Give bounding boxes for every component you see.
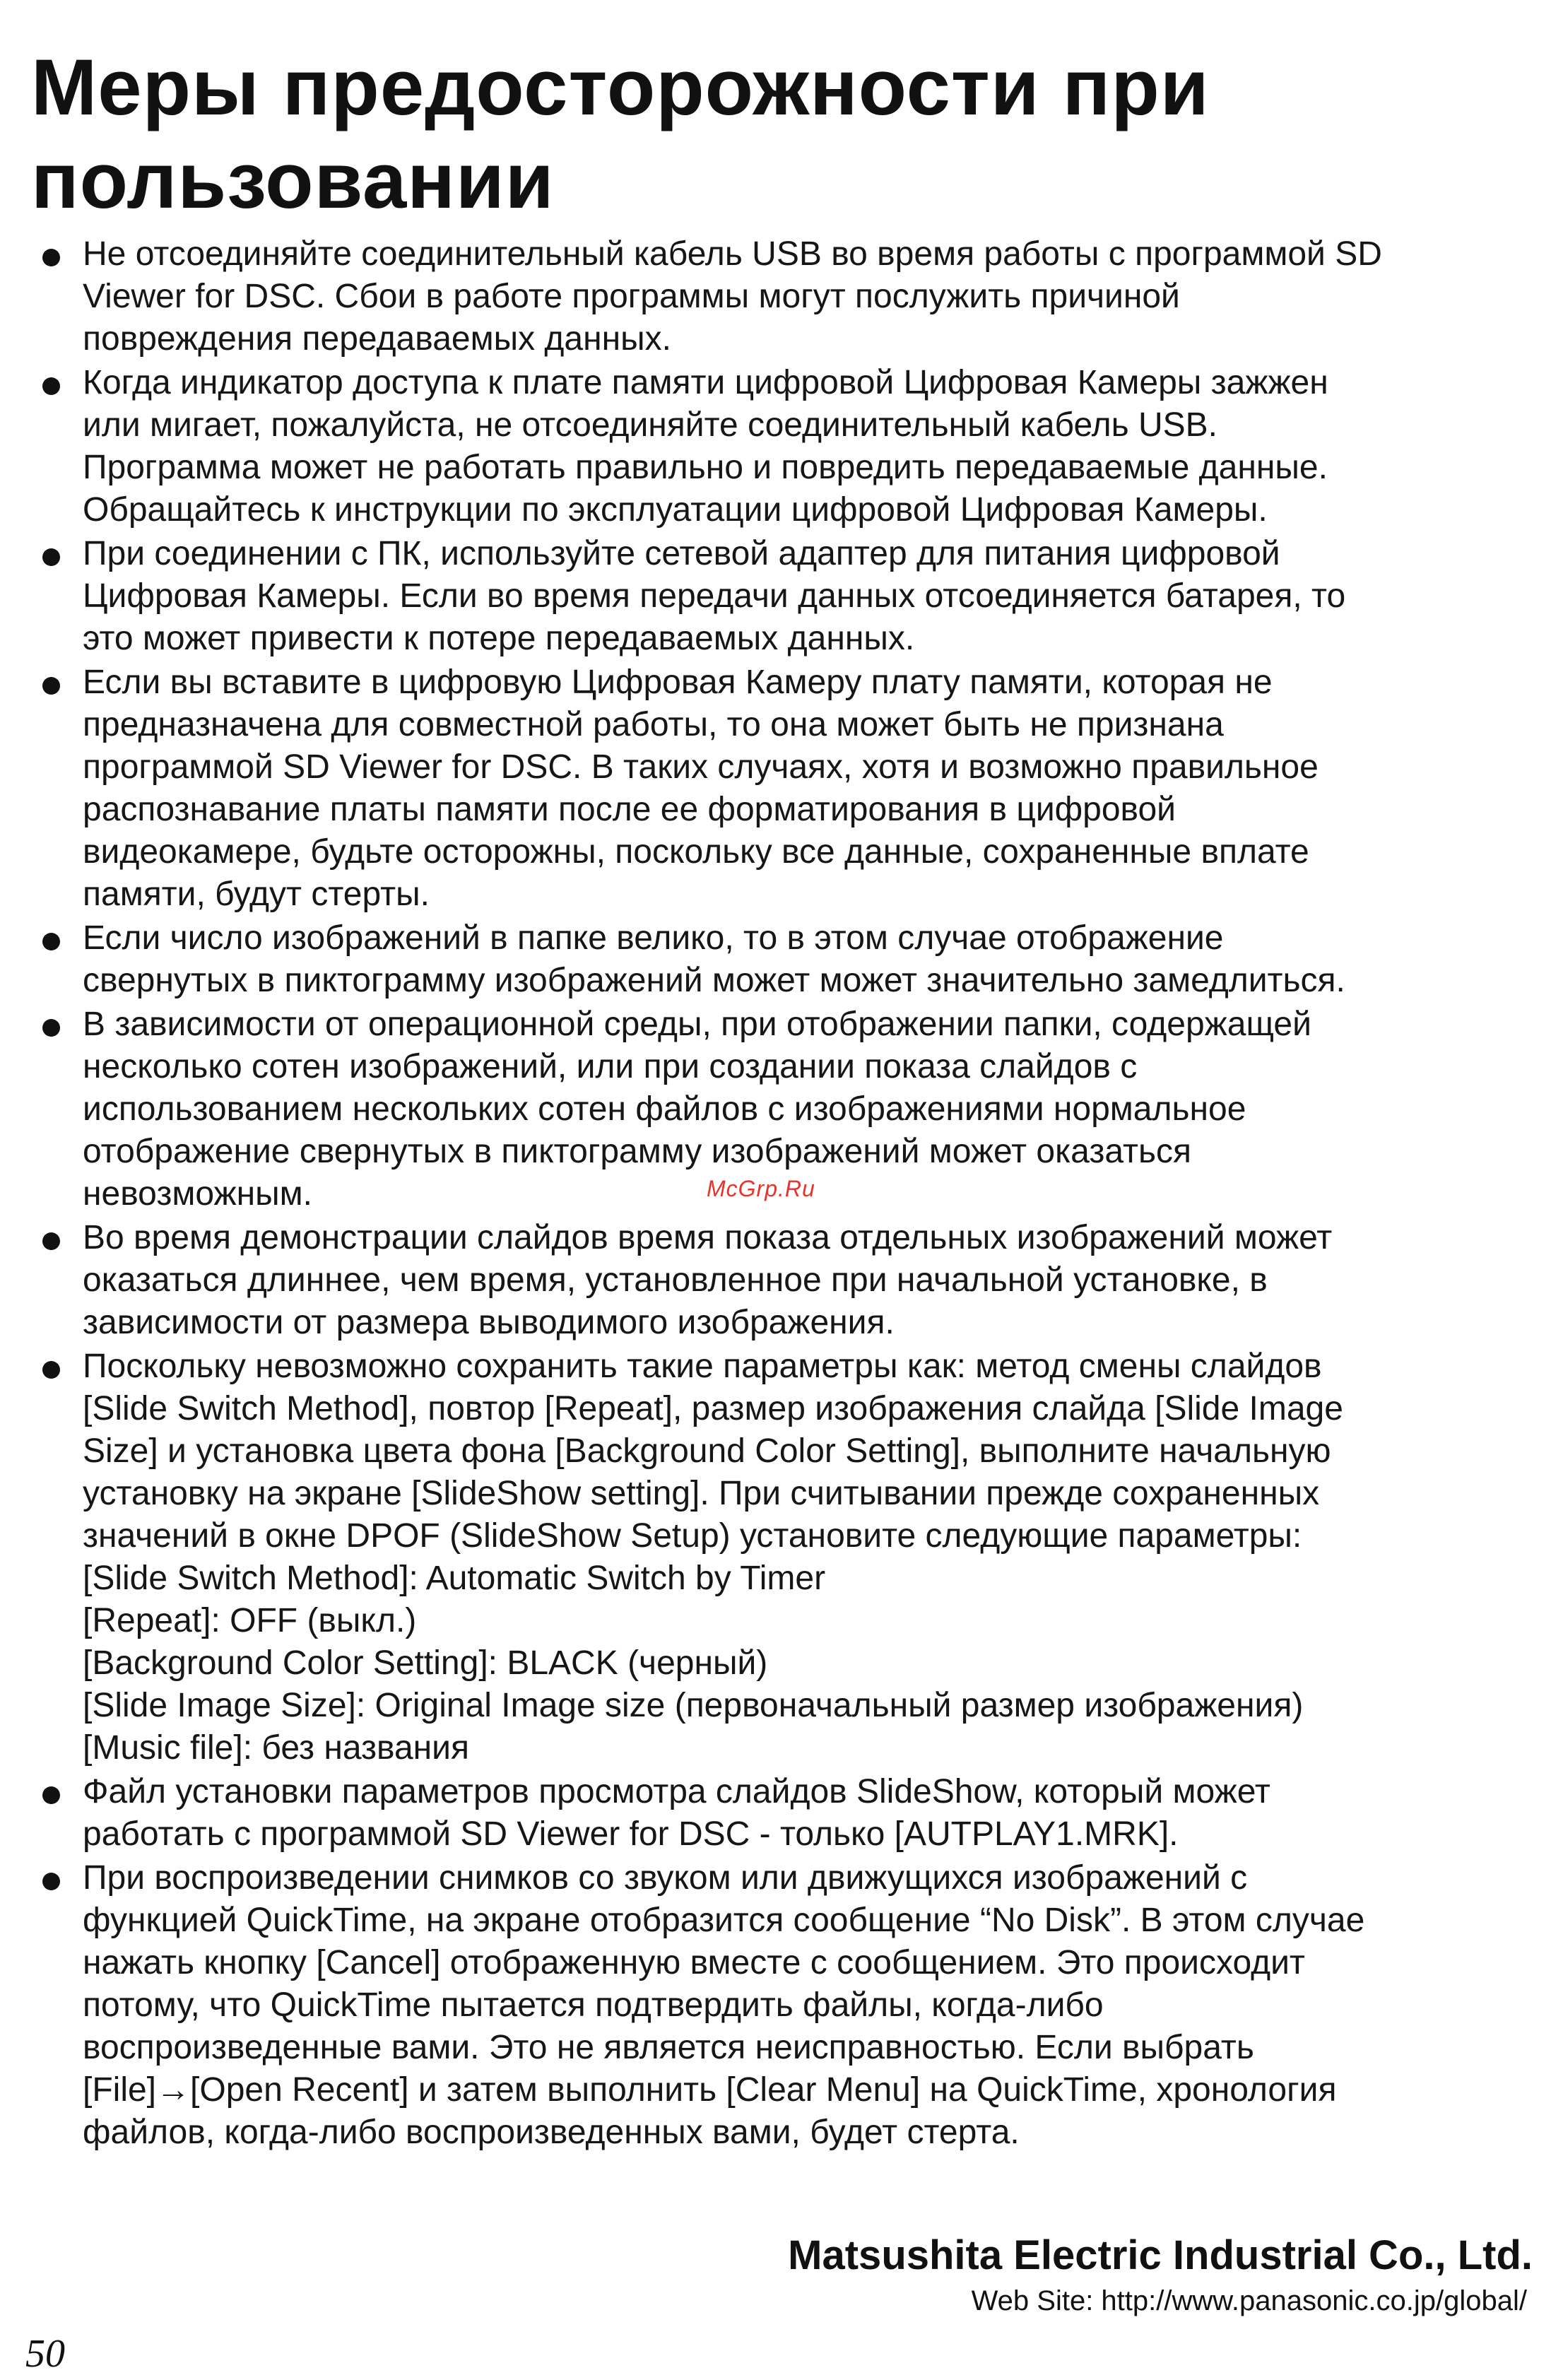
bullet-dot-icon [42, 1786, 60, 1804]
bullet-text-line: оказаться длиннее, чем время, установленное при начальной установке, в [83, 1261, 1268, 1299]
bullet-text-line: воспроизведенные вами. Это не является неисправностью. Если выбрать [83, 2029, 1254, 2066]
bullet-text-line: Size] и установка цвета фона [Background Color Setting], выполните начальную [83, 1432, 1331, 1470]
bullet-dot-icon [42, 677, 60, 695]
bullet-text-line: или мигает, пожалуйста, не отсоединяйте соединительный кабель USB. [83, 406, 1217, 444]
bullet-dot-icon [42, 1361, 60, 1379]
bullet-text-line: При соединении с ПК, используйте сетевой адаптер для питания цифровой [83, 535, 1280, 572]
bullet-text-line: Файл установки параметров просмотра слайдов SlideShow, который может [83, 1773, 1270, 1810]
bullet-text-line: нажать кнопку [Cancel] отображенную вместе с сообщением. Это происходит [83, 1944, 1305, 1981]
bullet-text-line: При воспроизведении снимков со звуком или движущихся изображений с [83, 1859, 1248, 1897]
bullet-text-line: [Repeat]: OFF (выкл.) [83, 1602, 417, 1639]
bullet-text-line: это может привести к потере передаваемых данных. [83, 620, 915, 657]
bullet-text-line: свернутых в пиктограмму изображений может может значительно замедлиться. [83, 962, 1345, 999]
watermark-text: McGrp.Ru [707, 1176, 815, 1201]
bullet-text-line: Программа может не работать правильно и повредить передаваемые данные. [83, 449, 1328, 486]
bullet-text-line: Когда индикатор доступа к плате памяти цифровой Цифровая Камеры зажжен [83, 364, 1328, 401]
company-name: Matsushita Electric Industrial Co., Ltd. [788, 2232, 1533, 2278]
bullet-text-line: [Slide Image Size]: Original Image size (первоначальный размер изображения) [83, 1687, 1304, 1724]
bullet-text-line: Если вы вставите в цифровую Цифровая Камеру плату памяти, которая не [83, 664, 1273, 701]
list-item [42, 1771, 1533, 1856]
bullet-text-line: отображение свернутых в пиктограмму изображений может оказаться [83, 1133, 1191, 1170]
bullet-text-line: [Music file]: без названия [83, 1729, 469, 1767]
list-item [42, 661, 1533, 916]
bullet-dot-icon [42, 548, 60, 566]
bullet-text-line: [Slide Switch Method]: Automatic Switch by Timer [83, 1560, 826, 1597]
list-item [42, 1857, 1533, 2154]
bullet-text-line: работать с программой SD Viewer for DSC - только [AUTPLAY1.MRK]. [83, 1815, 1179, 1853]
bullet-text-line: невозможным. [83, 1175, 312, 1213]
bullet-text-line: значений в окне DPOF (SlideShow Setup) установите следующие параметры: [83, 1517, 1302, 1555]
bullet-text-line: файлов, когда-либо воспроизведенных вами, будет стерта. [83, 2114, 1020, 2151]
bullet-text-line: потому, что QuickTime пытается подтвердить файлы, когда-либо [83, 1986, 1104, 2024]
bullet-dot-icon [42, 249, 60, 266]
website-text: Web Site: http://www.panasonic.co.jp/global/ [971, 2285, 1527, 2316]
bullet-text-line: видеокамере, будьте осторожны, поскольку все данные, сохраненные вплате [83, 833, 1309, 871]
bullet-dot-icon [42, 1019, 60, 1037]
bullet-text-line: Viewer for DSC. Сбои в работе программы могут послужить причиной [83, 278, 1180, 315]
bullet-dot-icon [42, 377, 60, 395]
bullet-text-line: Цифровая Камеры. Если во время передачи данных отсоединяется батарея, то [83, 577, 1346, 615]
page-title [31, 41, 1515, 228]
bullet-text-line: несколько сотен изображений, или при создании показа слайдов с [83, 1048, 1138, 1085]
title-line-1: Меры предосторожности при [31, 43, 1210, 131]
bullet-text-line: распознавание платы памяти после ее форматирования в цифровой [83, 791, 1176, 828]
list-item [42, 1217, 1533, 1344]
bullet-text-line: памяти, будут стерты. [83, 876, 430, 913]
bullet-text-line: предназначена для совместной работы, то она может быть не признана [83, 706, 1224, 743]
bullet-text-line: программой SD Viewer for DSC. В таких случаях, хотя и возможно правильное [83, 748, 1319, 786]
bullet-text-line: Во время демонстрации слайдов время показа отдельных изображений может [83, 1219, 1333, 1256]
list-item [42, 533, 1533, 660]
bullet-text-line: Не отсоединяйте соединительный кабель USB во время работы с программой SD [83, 235, 1382, 273]
list-item [42, 917, 1533, 1002]
title-line-2: пользовании [31, 136, 555, 225]
bullet-text-line: [Slide Switch Method], повтор [Repeat], размер изображения слайда [Slide Image [83, 1390, 1343, 1427]
bullet-dot-icon [42, 1873, 60, 1890]
bullet-dot-icon [42, 933, 60, 950]
bullet-text-line: [Background Color Setting]: BLACK (черный) [83, 1644, 768, 1682]
bullet-text-line: [File]→[Open Recent] и затем выполнить [Clear Menu] на QuickTime, хронология [83, 2071, 1337, 2109]
bullet-dot-icon [42, 1232, 60, 1250]
bullet-text-line: зависимости от размера выводимого изображения. [83, 1304, 895, 1341]
bullet-text-line: установку на экране [SlideShow setting]. При считывании прежде сохраненных [83, 1475, 1320, 1512]
page-number: 50 [25, 2332, 65, 2376]
bullet-text-line: Обращайтесь к инструкции по эксплуатации цифровой Цифровая Камеры. [83, 491, 1268, 529]
bullet-text-line: использованием нескольких сотен файлов с изображениями нормальное [83, 1090, 1246, 1128]
list-item [42, 1345, 1533, 1769]
bullet-text-line: повреждения передаваемых данных. [83, 320, 671, 358]
list-item [42, 233, 1533, 360]
bullet-text-line: Если число изображений в папке велико, то в этом случае отображение [83, 919, 1224, 957]
bullet-text-line: В зависимости от операционной среды, при отображении папки, содержащей [83, 1006, 1311, 1043]
list-item [42, 362, 1533, 531]
bullet-text-line: Поскольку невозможно сохранить такие параметры как: метод смены слайдов [83, 1348, 1322, 1385]
bullet-text-line: функцией QuickTime, на экране отобразится сообщение “No Disk”. В этом случае [83, 1902, 1365, 1939]
